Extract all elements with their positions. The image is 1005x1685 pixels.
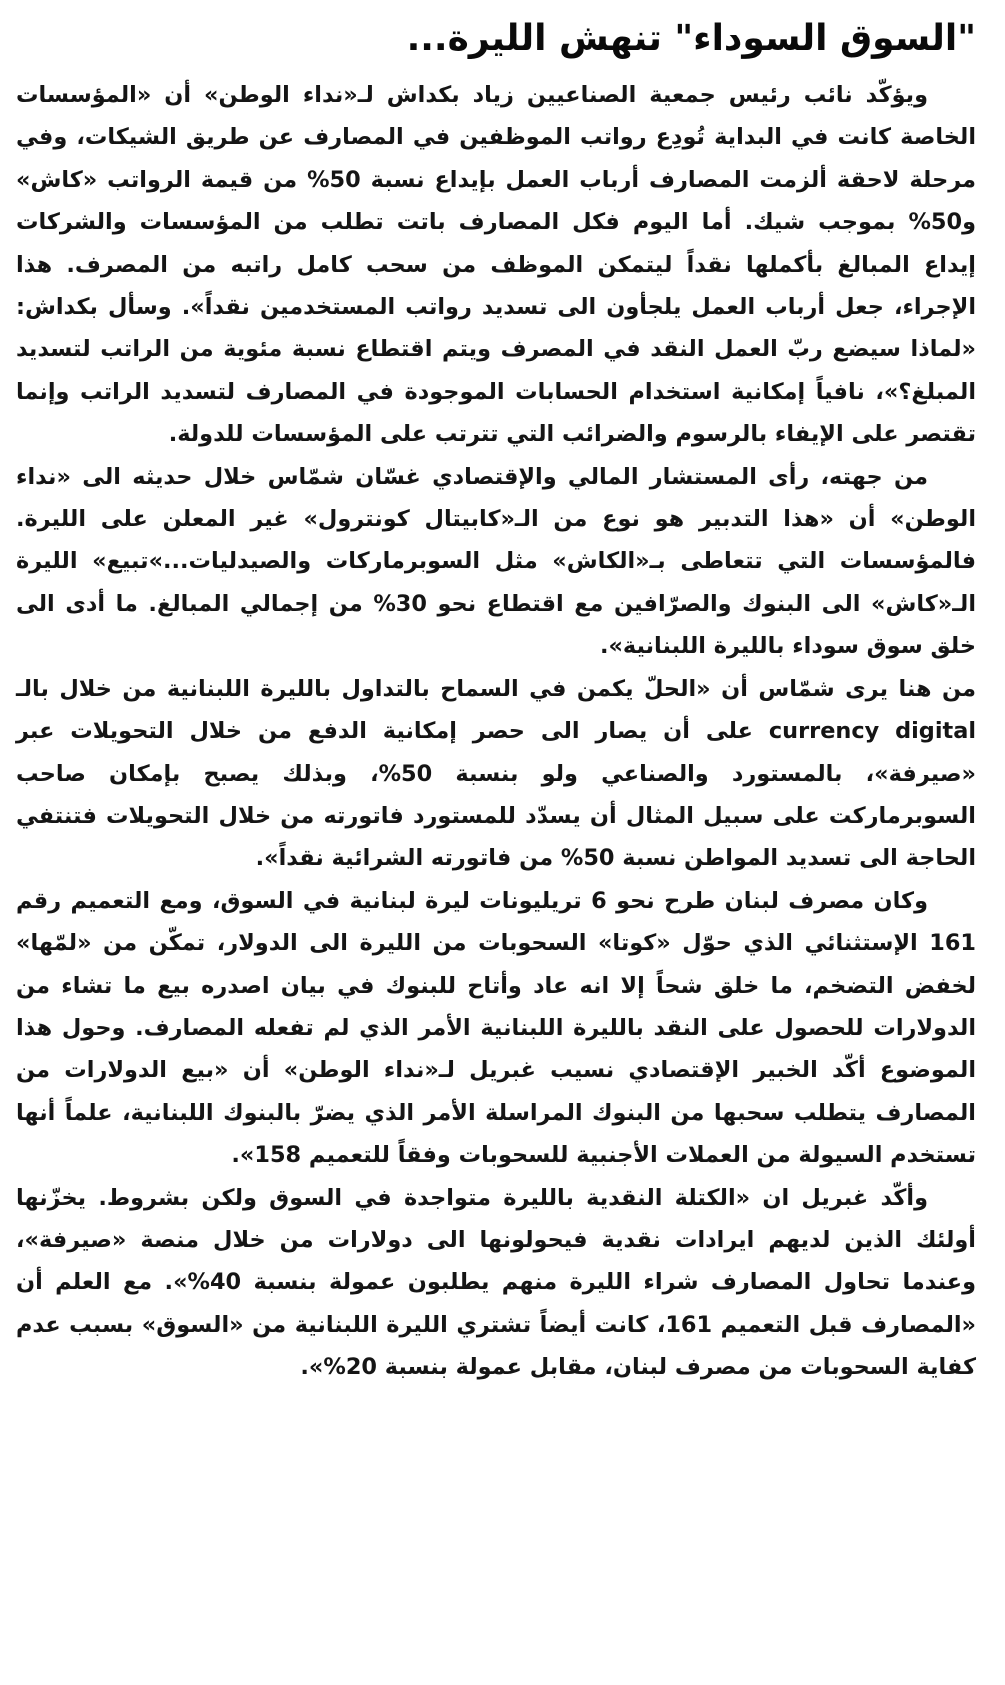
article-paragraph-shammas-solution: من هنا يرى شمّاس أن «الحلّ يكمن في السماح بالتداول بالليرة اللبنانية من خلال بالـ currency digital على أن يصار الى حصر إمكانية الدفع من خلال التحويلات عبر «صيرفة»، بالمستورد والصناعي ولو بنسبة 50%، وبذلك يصبح بإمكان صاحب السوبرماركت على سبيل المثال أن يسدّد للمستورد فاتورته من خلال التحويلات فتنتفي الحاجة الى تسديد المواطن نسبة 50% من فاتورته الشرائية نقداً». (16, 675, 976, 872)
news-article (16, 10, 976, 1389)
article-paragraph-ghobril: وأكّد غبريل ان «الكتلة النقدية بالليرة متواجدة في السوق ولكن بشروط. يخزّنها أولئك الذين لديهم ايرادات نقدية فيحولونها الى دولارات من خلال منصة «صيرفة»، وعندما تحاول المصارف شراء الليرة منهم يطلبون عمولة بنسبة 40%». مع العلم أن «المصارف قبل التعميم 161، كانت أيضاً تشتري الليرة اللبنانية من «السوق» بسبب عدم كفاية السحوبات من مصرف لبنان، مقابل عمولة بنسبة 20%». (16, 1184, 977, 1381)
article-paragraph-bakdash: ويؤكّد نائب رئيس جمعية الصناعيين زياد بكداش لـ«نداء الوطن» أن «المؤسسات الخاصة كانت في البداية تُودِع رواتب الموظفين في المصارف عن طريق الشيكات، وفي مرحلة لاحقة ألزمت المصارف أرباب العمل بإيداع نسبة 50% من قيمة الرواتب «كاش» و50% بموجب شيك. أما اليوم فكل المصارف باتت تطلب من المؤسسات والشركات إيداع المبالغ بأكملها نقداً ليتمكن الموظف من سحب كامل راتبه من المصرف. هذا الإجراء، جعل أرباب العمل يلجأون الى تسديد رواتب المستخدمين نقداً». وسأل بكداش: «لماذا سيضع ربّ العمل النقد في المصرف ويتم اقتطاع نسبة مئوية من الراتب لتسديد المبلغ؟»، نافياً إمكانية استخدام الحسابات الموجودة في المصارف لتسديد الراتب وإنما تقتصر على الإيفاء بالرسوم والضرائب التي تترتب على المؤسسات للدولة. (16, 82, 976, 448)
article-paragraph-shammas-view: من جهته، رأى المستشار المالي والإقتصادي غسّان شمّاس خلال حديثه الى «نداء الوطن» أن «هذا التدبير هو نوع من الـ«كابيتال كونترول» غير المعلن على الليرة. فالمؤسسات التي تتعاطى بـ«الكاش» مثل السوبرماركات والصيدليات...»تبيع» الليرة الـ«كاش» الى البنوك والصرّافين مع اقتطاع نحو 30% من إجمالي المبالغ. ما أدى الى خلق سوق سوداء بالليرة اللبنانية». (16, 463, 976, 660)
article-headline: "السوق السوداء" تنهش الليرة... (406, 18, 976, 59)
article-paragraph-central-bank: وكان مصرف لبنان طرح نحو 6 تريليونات ليرة لبنانية في السوق، ومع التعميم رقم 161 الإستثنائي الذي حوّل «كوتا» السحوبات من الليرة الى الدولار، تمكّن من «لمّها» لخفض التضخم، ما خلق شحاً إلا انه عاد وأتاح للبنوك في بيان اصدره بيع ما تشاء من الدولارات للحصول على النقد بالليرة اللبنانية الأمر الذي لم تفعله المصارف. وحول هذا الموضوع أكّد الخبير الإقتصادي نسيب غبريل لـ«نداء الوطن» أن «بيع الدولارات من المصارف يتطلب سحبها من البنوك المراسلة الأمر الذي يضرّ بالبنوك اللبنانية، علماً أنها تستخدم السيولة من العملات الأجنبية للسحوبات وفقاً للتعميم 158». (16, 887, 976, 1169)
